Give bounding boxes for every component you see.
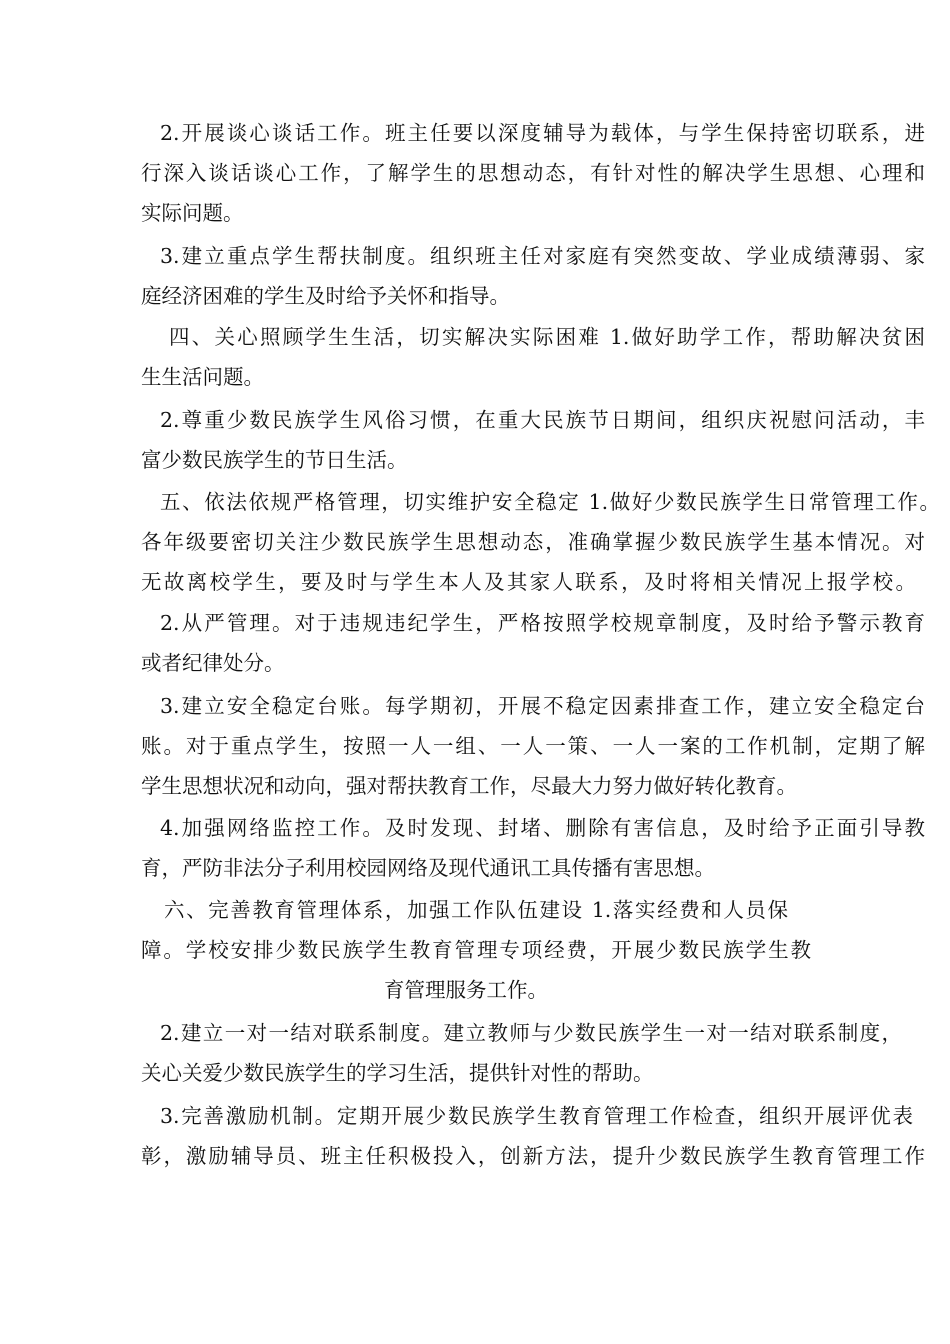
text-line: 六、完善教育管理体系，加强工作队伍建设 1.落实经费和人员保 [164, 898, 788, 922]
text-line: 庭经济困难的学生及时给予关怀和指导。 [141, 284, 510, 308]
text-line: 2.尊重少数民族学生风俗习惯，在重大民族节日期间，组织庆祝慰问活动，丰 [160, 408, 925, 432]
text-line: 生生活问题。 [141, 365, 264, 389]
text-line: 3.建立重点学生帮扶制度。组织班主任对家庭有突然变故、学业成绩薄弱、家 [160, 244, 925, 268]
text-line: 2.从严管理。对于违规违纪学生，严格按照学校规章制度，及时给予警示教育 [160, 611, 925, 635]
text-line: 账。对于重点学生，按照一人一组、一人一策、一人一案的工作机制，定期了解 [141, 734, 925, 758]
text-line: 3.完善激励机制。定期开展少数民族学生教育管理工作检查，组织开展评优表 [160, 1104, 913, 1128]
text-line: 或者纪律处分。 [141, 651, 285, 675]
text-line: 4.加强网络监控工作。及时发现、封堵、删除有害信息，及时给予正面引导教 [160, 816, 925, 840]
text-line: 2.开展谈心谈话工作。班主任要以深度辅导为载体，与学生保持密切联系，进 [160, 121, 925, 145]
text-line: 富少数民族学生的节日生活。 [141, 448, 408, 472]
text-line: 3.建立安全稳定台账。每学期初，开展不稳定因素排查工作，建立安全稳定台 [160, 694, 925, 718]
text-line: 无故离校学生，要及时与学生本人及其家人联系，及时将相关情况上报学校。 [141, 570, 916, 594]
text-line: 实际问题。 [141, 201, 244, 225]
text-line: 彰，激励辅导员、班主任积极投入，创新方法，提升少数民族学生教育管理工作 [141, 1144, 925, 1168]
text-line: 育管理服务工作。 [384, 978, 548, 1002]
text-line: 关心关爱少数民族学生的学习生活，提供针对性的帮助。 [141, 1061, 654, 1085]
text-line: 五、依法依规严格管理，切实维护安全稳定 1.做好少数民族学生日常管理工作。 [160, 490, 940, 514]
text-line: 育，严防非法分子利用校园网络及现代通讯工具传播有害思想。 [141, 856, 715, 880]
text-line: 2.建立一对一结对联系制度。建立教师与少数民族学生一对一结对联系制度， [160, 1021, 902, 1045]
text-line: 障。学校安排少数民族学生教育管理专项经费，开展少数民族学生教 [141, 938, 811, 962]
text-line: 行深入谈话谈心工作，了解学生的思想动态，有针对性的解决学生思想、心理和 [141, 161, 925, 185]
text-line: 各年级要密切关注少数民族学生思想动态，准确掌握少数民族学生基本情况。对 [141, 530, 925, 554]
text-line: 四、关心照顾学生生活，切实解决实际困难 1.做好助学工作，帮助解决贫困 [169, 325, 925, 349]
text-line: 学生思想状况和动向，强对帮扶教育工作，尽最大力努力做好转化教育。 [141, 774, 797, 798]
